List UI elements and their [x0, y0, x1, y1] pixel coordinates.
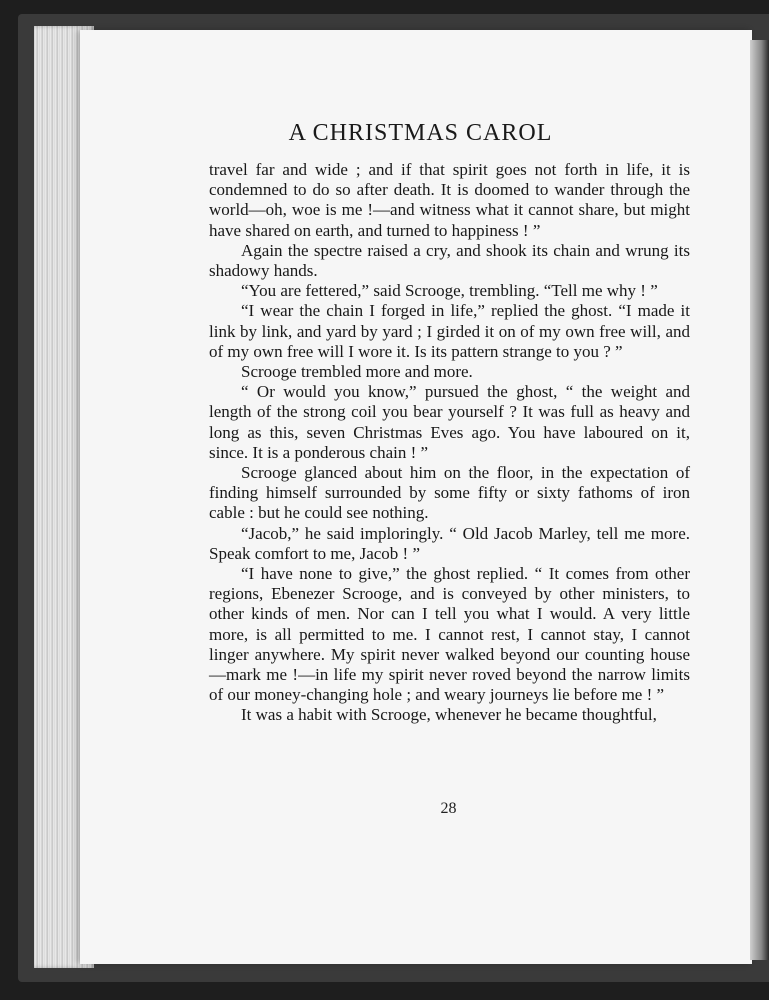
running-head: A CHRISTMAS CAROL — [288, 120, 553, 146]
paragraph: travel far and wide ; and if that spirit goes not forth in life, it is condemned to do so after death. It is doomed to wander through the world—oh, woe is me !—and witness what it cannot share, but might have shared on earth, and turned to happiness ! ” — [209, 160, 690, 240]
page-gutter-shadow — [750, 40, 769, 960]
page-number: 28 — [440, 800, 457, 817]
paragraph: It was a habit with Scrooge, whenever he became thoughtful, — [241, 705, 657, 725]
paragraph: Scrooge trembled more and more. — [241, 362, 473, 382]
body-text — [209, 160, 690, 726]
paragraph: “You are fettered,” said Scrooge, trembling. “Tell me why ! ” — [241, 281, 658, 301]
paragraph: “ Or would you know,” pursued the ghost, “ the weight and length of the strong coil you bear yourself ? It was full as heavy and long as this, seven Christmas Eves ago. You have laboured on it, since. It is a ponderous chain ! ” — [209, 382, 690, 462]
paragraph: Scrooge glanced about him on the floor, in the expectation of finding himself surrounded by some fifty or sixty fathoms of iron cable : but he could see nothing. — [209, 463, 690, 523]
paragraph: “I have none to give,” the ghost replied. “ It comes from other regions, Ebenezer Scrooge, and is conveyed by other ministers, to other kinds of men. Nor can I tell you what I would. A very little more, is all permitted to me. I cannot rest, I cannot stay, I cannot linger anywhere. My spirit never walked beyond our counting house—mark me !—in life my spirit never roved beyond the narrow limits of our money-changing hole ; and weary journeys lie before me ! ” — [209, 564, 690, 705]
paragraph: “Jacob,” he said imploringly. “ Old Jacob Marley, tell me more. Speak comfort to me, Jacob ! ” — [209, 523, 690, 563]
paragraph: “I wear the chain I forged in life,” replied the ghost. “I made it link by link, and yard by yard ; I girded it on of my own free will, and of my own free will I wore it. Is its pattern strange to you ? ” — [209, 301, 690, 361]
paragraph: Again the spectre raised a cry, and shook its chain and wrung its shadowy hands. — [209, 240, 690, 281]
